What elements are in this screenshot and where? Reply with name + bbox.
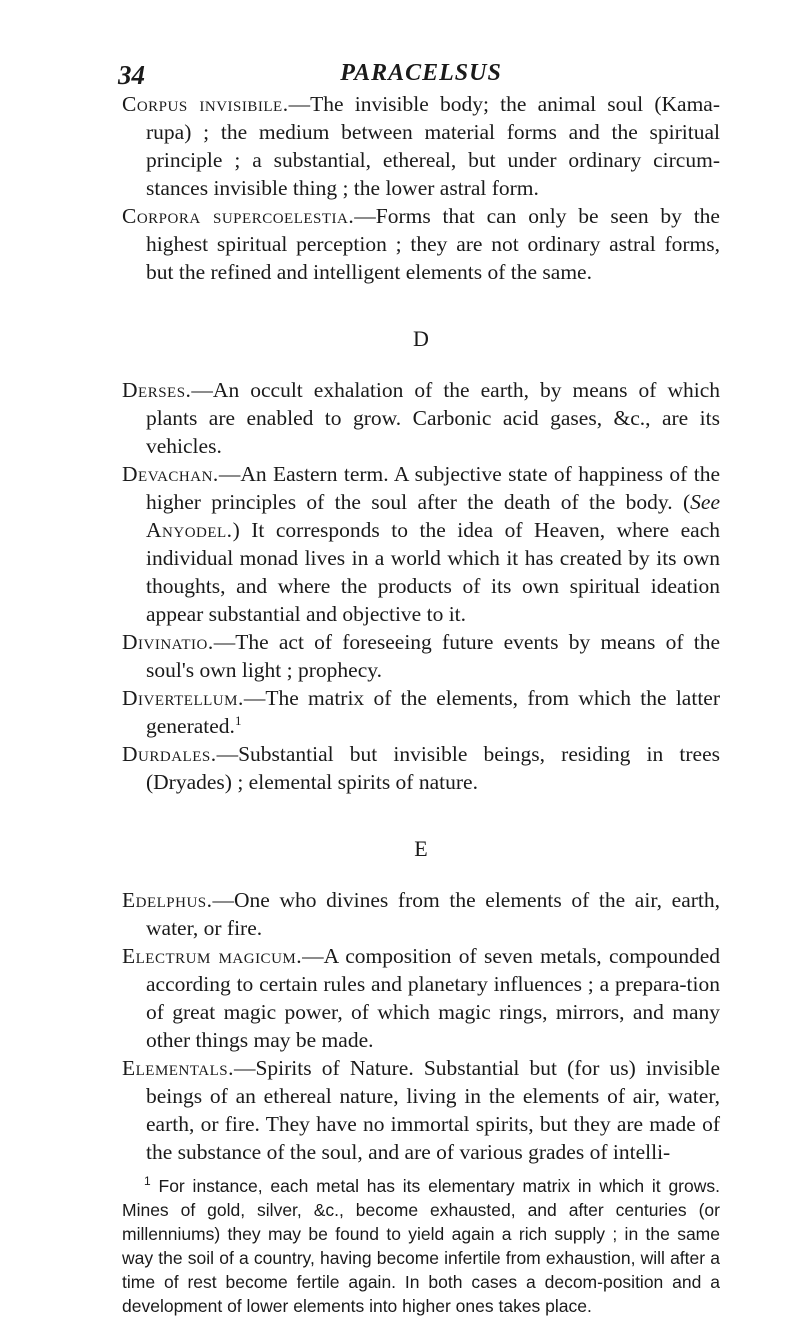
entry-term: Corpora supercoelestia. bbox=[122, 204, 355, 228]
entry-term: Elementals. bbox=[122, 1056, 234, 1080]
entry-derses bbox=[122, 376, 720, 460]
entry-text: —The invisible body; the animal soul (Kama-rupa) ; the medium between material forms and the spiritual principle ; a substantial, ethereal, but under ordinary circum-stances invisible thing ; the lower astral form. bbox=[146, 92, 720, 200]
entry-text: —Spirits of Nature. Substantial but (for us) invisible beings of an ethereal nature, living in the elements of air, water, earth, or fire. They have no immortal spirits, but they are made of the substance of the soul, and are of various grades of intelli- bbox=[146, 1056, 720, 1164]
see-reference: See bbox=[690, 490, 720, 514]
section-letter-e: E bbox=[414, 836, 428, 861]
entry-devachan bbox=[122, 460, 720, 628]
footnote-text: For instance, each metal has its elementary matrix in which it grows. Mines of gold, silver, &c., become exhausted, and after centuries (or millenniums) they may be found to yield again a rich supply ; in the same way the soil of a country, having become infertile from exhaustion, will after a time of rest become fertile again. In both cases a decom-position and a development of lower elements into higher ones takes place. bbox=[122, 1176, 720, 1316]
running-head bbox=[118, 54, 720, 90]
entry-term: Devachan. bbox=[122, 462, 219, 486]
entry-term: Derses. bbox=[122, 378, 192, 402]
section-letter-d: D bbox=[413, 326, 429, 351]
entry-durdales bbox=[122, 740, 720, 796]
entry-text: —The matrix of the elements, from which the latter generated. bbox=[146, 686, 720, 738]
entry-term: Durdales. bbox=[122, 742, 217, 766]
entry-term: Divertellum. bbox=[122, 686, 244, 710]
footnote-reference[interactable]: 1 bbox=[234, 712, 242, 728]
entry-text: —Forms that can only be seen by the highest spiritual perception ; they are not ordinary astral forms, but the refined and intelligent elements of the same. bbox=[146, 204, 720, 284]
see-term: Anyodel. bbox=[146, 518, 233, 542]
footnote bbox=[122, 1174, 720, 1318]
entry-text: —An occult exhalation of the earth, by means of which plants are enabled to grow. Carbonic acid gases, &c., are its vehicles. bbox=[146, 378, 720, 458]
entry-electrum-magicum bbox=[122, 942, 720, 1054]
page-number: 34 bbox=[118, 60, 145, 90]
entry-edelphus bbox=[122, 886, 720, 942]
entry-text: —Substantial but invisible beings, residing in trees (Dryades) ; elemental spirits of nature. bbox=[146, 742, 720, 794]
running-title: PARACELSUS bbox=[340, 60, 502, 86]
entry-text: —The act of foreseeing future events by means of the soul's own light ; prophecy. bbox=[146, 630, 720, 682]
entry-divertellum bbox=[122, 684, 720, 740]
footnote-mark: 1 bbox=[144, 1174, 151, 1189]
entry-text-continued: ) It corresponds to the idea of Heaven, where each individual monad lives in a world which it has created by its own thoughts, and where the products of its own spiritual ideation appear substantial and objective to it. bbox=[146, 518, 720, 626]
entry-term: Divinatio. bbox=[122, 630, 214, 654]
entry-corpora-supercoelestia bbox=[122, 202, 720, 286]
entry-text: —An Eastern term. A subjective state of happiness of the higher principles of the soul after the death of the body. ( bbox=[146, 462, 720, 514]
entry-elementals bbox=[122, 1054, 720, 1166]
entry-corpus-invisibile bbox=[122, 90, 720, 202]
entry-term: Corpus invisibile. bbox=[122, 92, 289, 116]
entry-divinatio bbox=[122, 628, 720, 684]
entry-text: —One who divines from the elements of the air, earth, water, or fire. bbox=[146, 888, 720, 940]
entry-term: Electrum magicum. bbox=[122, 944, 303, 968]
entry-text: —A composition of seven metals, compounded according to certain rules and planetary influences ; a prepara-tion of great magic power, of which magic rings, mirrors, and many other things may be made. bbox=[146, 944, 721, 1052]
entry-term: Edelphus. bbox=[122, 888, 213, 912]
